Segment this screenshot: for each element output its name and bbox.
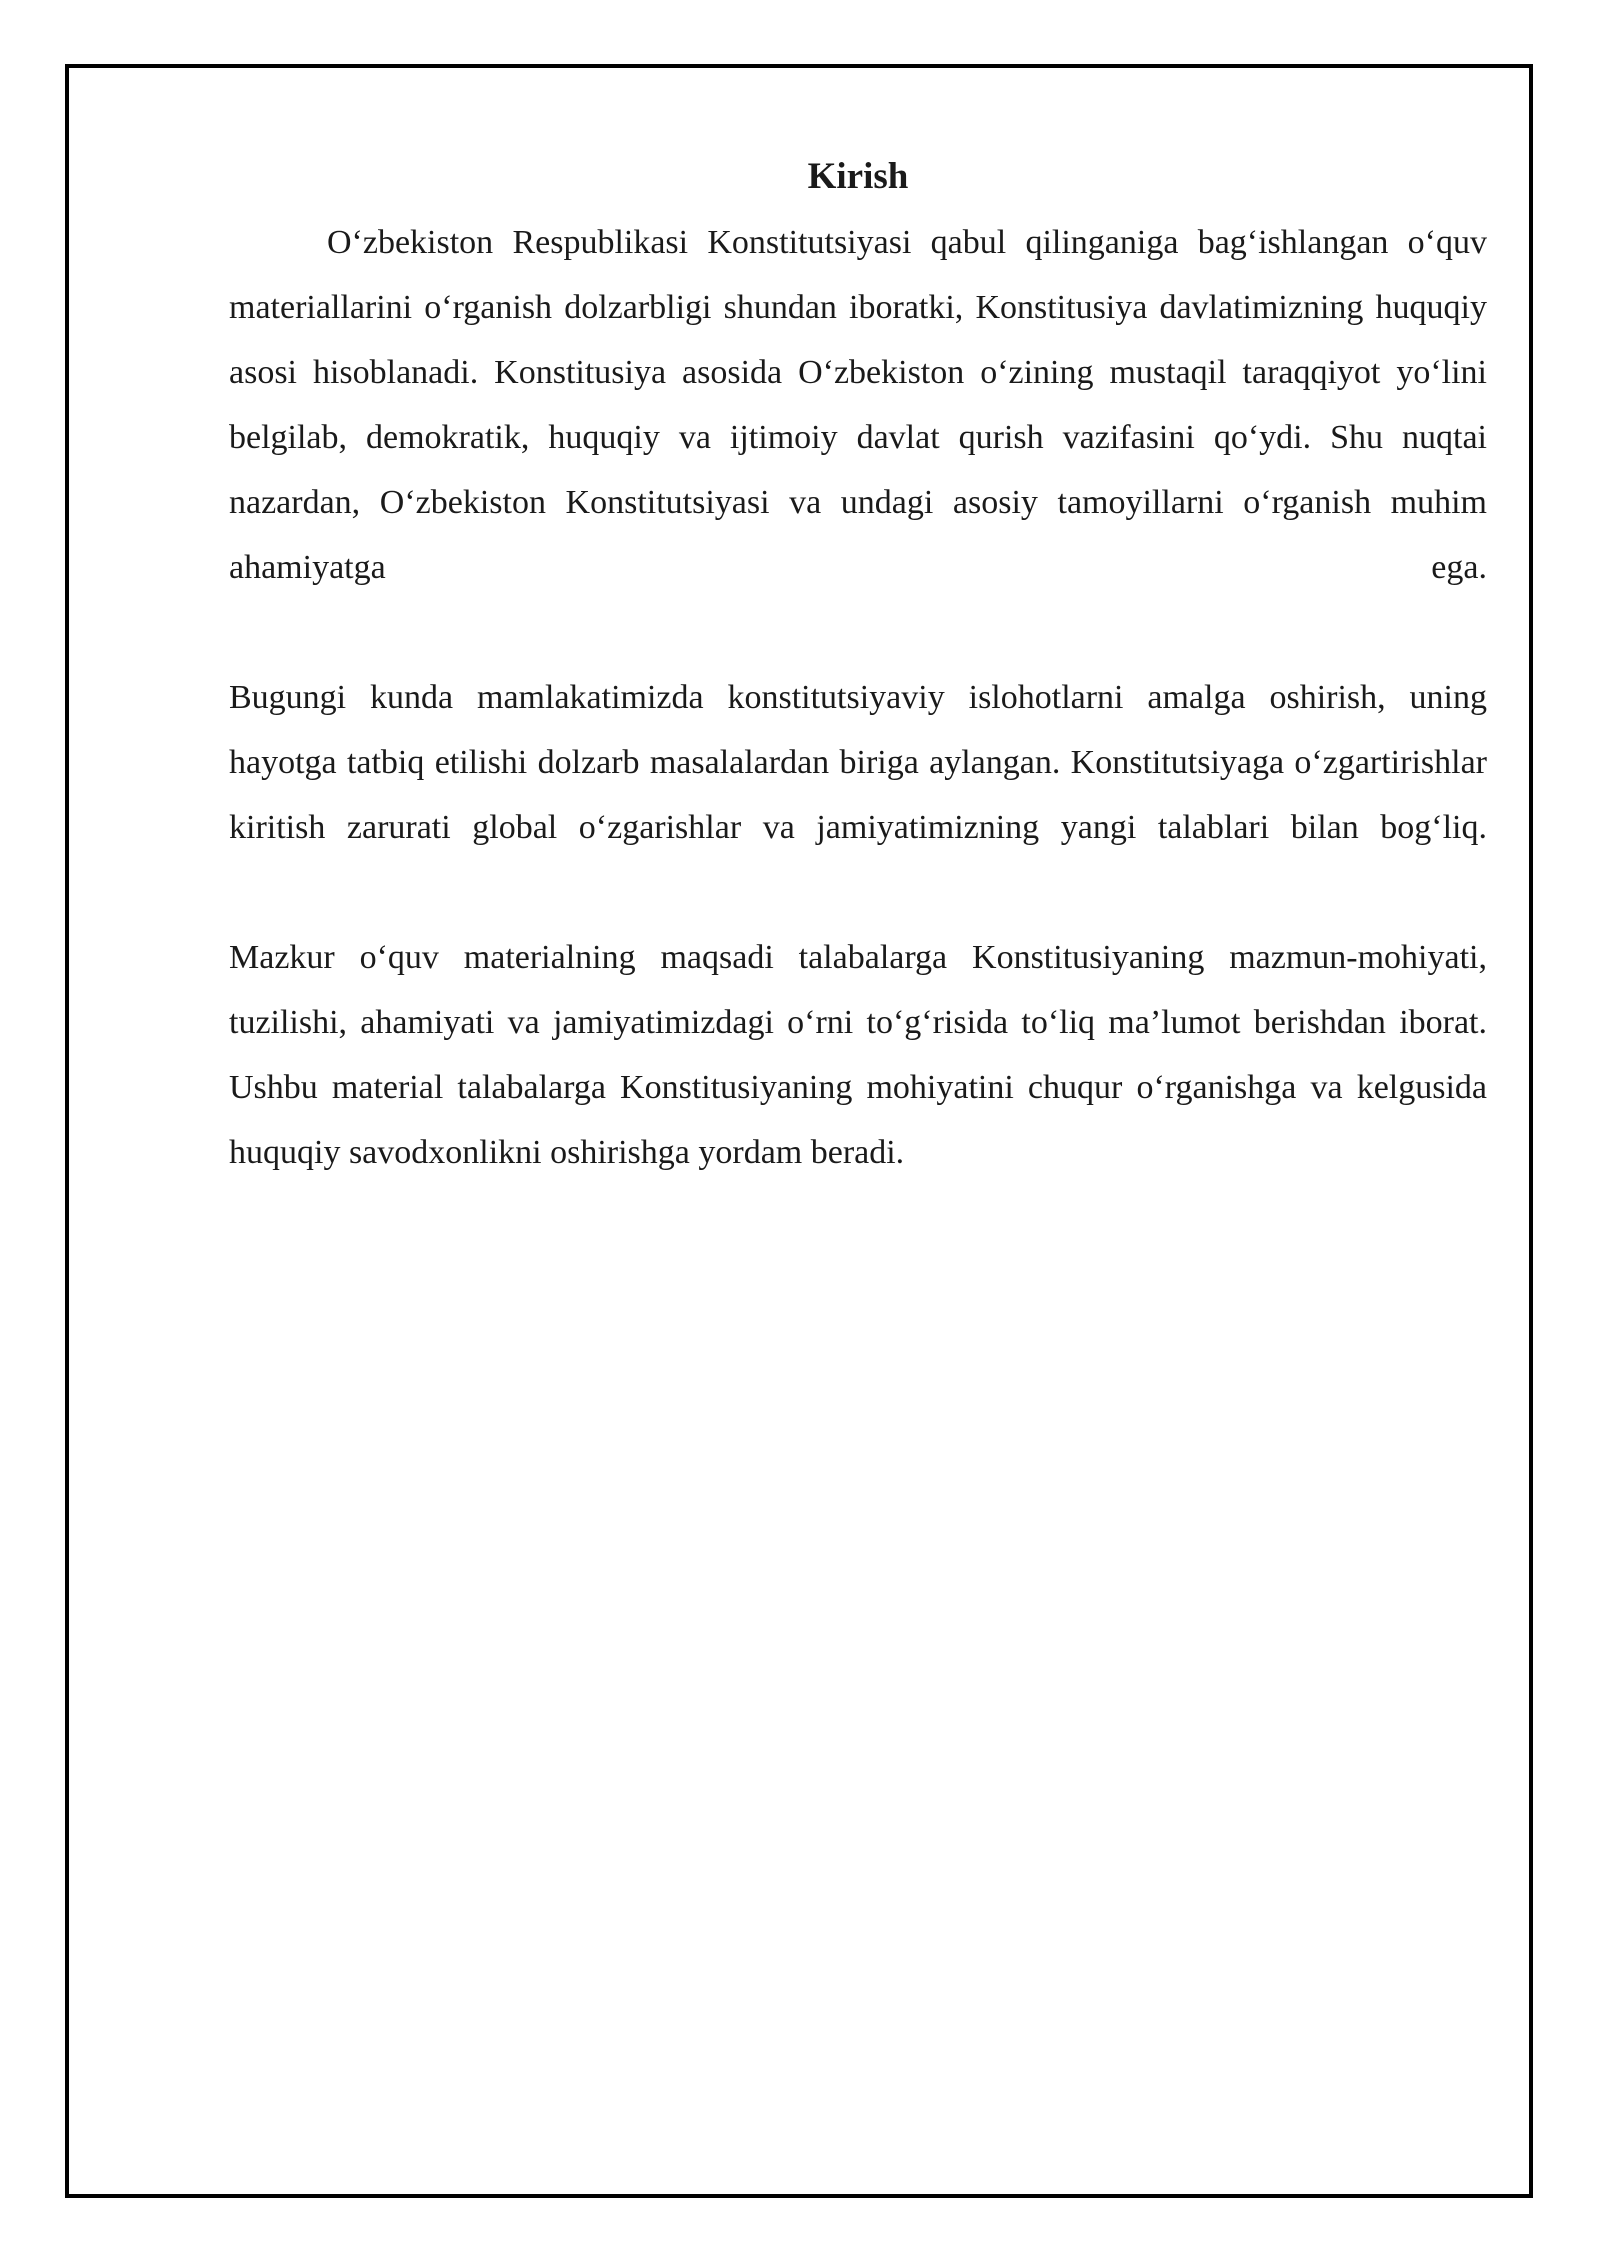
paragraph-intro: O‘zbekiston Respublikasi Konstitutsiyasi qabul qilinganiga bag‘ishlangan o‘quv materiallarini o‘rganish dolzarbligi shundan iboratki, Konstitusiya davlatimizning huquqiy asosi hisoblanadi. Konstitusiya asosida O‘zbekiston o‘zining mustaqil taraqqiyot yo‘lini belgilab, demokratik, huquqiy va ijtimoiy davlat qurish vazifasini qo‘ydi. Shu nuqtai nazardan, O‘zbekiston Konstitutsiyasi va undagi asosiy tamoyillarni o‘rganish muhim ahamiyatga ega. — [229, 224, 1487, 586]
paragraph-purpose: Mazkur o‘quv materialning maqsadi talabalarga Konstitusiyaning mazmun-mohiyati, tuzilishi, ahamiyati va jamiyatimizdagi o‘rni to‘g‘risida to‘liq ma’lumot berishdan iborat. Ushbu material talabalarga Konstitusiyaning mohiyatini chuqur o‘rganishga va kelgusida huquqiy savodxonlikni oshirishga yordam beradi. — [229, 939, 1487, 1171]
document-title: Kirish — [807, 156, 909, 197]
paragraph-reforms: Bugungi kunda mamlakatimizda konstitutsiyaviy islohotlarni amalga oshirish, uning hayotga tatbiq etilishi dolzarb masalalardan biriga aylangan. Konstitutsiyaga o‘zgartirishlar kiritish zarurati global o‘zgarishlar va jamiyatimizning yangi talablari bilan bog‘liq. — [229, 679, 1487, 846]
document-body — [229, 150, 1487, 1185]
